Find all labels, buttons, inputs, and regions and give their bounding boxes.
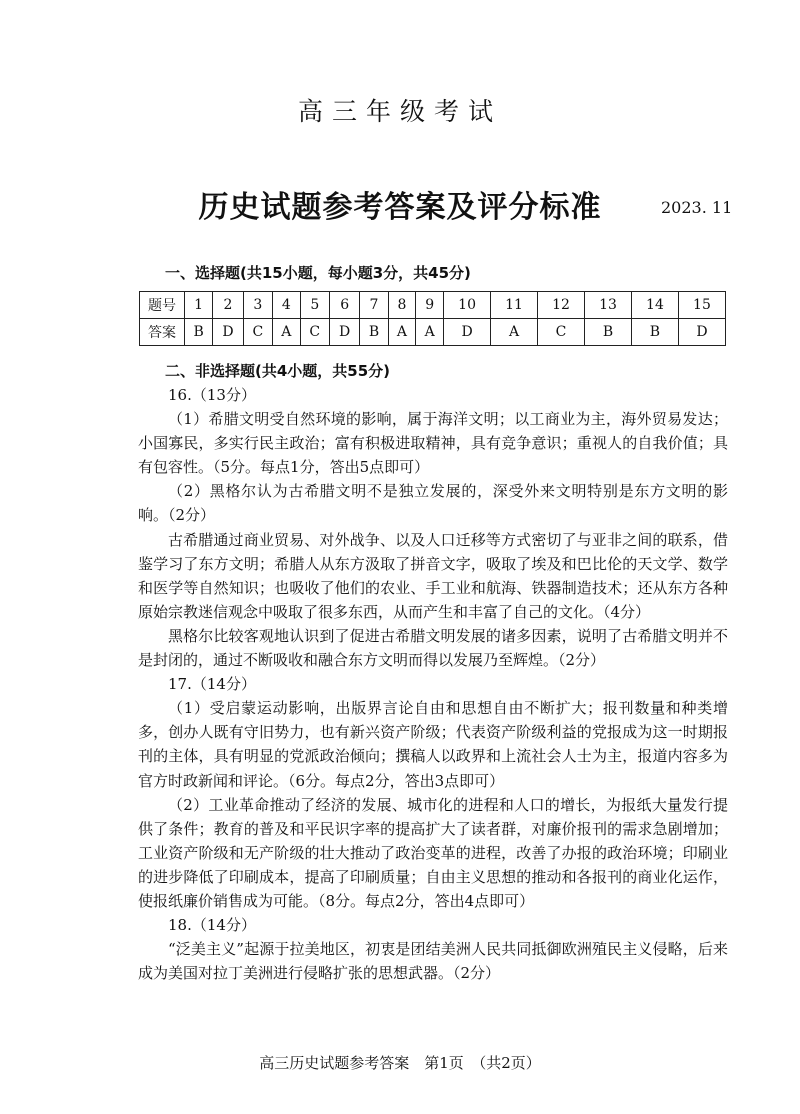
- answer-paragraph: 17.（14分）: [168, 675, 256, 694]
- answer-cell: D: [329, 319, 360, 346]
- document-title: 历史试题参考答案及评分标准: [198, 190, 602, 225]
- question-number-cell: 12: [538, 292, 585, 319]
- answer-paragraph: （2）黑格尔认为古希腊文明不是独立发展的，深受外来文明特别是东方文明的影响。（2分）: [138, 482, 728, 525]
- answer-paragraph: 黑格尔比较客观地认识到了促进古希腊文明发展的诸多因素，说明了古希腊文明并不是封闭的，通过不断吸收和融合东方文明而得以发展乃至辉煌。（2分）: [138, 626, 728, 670]
- question-number-cell: 4: [272, 292, 300, 319]
- answer-cell: B: [631, 319, 678, 346]
- answer-paragraph: （2）工业革命推动了经济的发展、城市化的进程和人口的增长，为报纸大量发行提供了条件；教育的普及和平民识字率的提高扩大了读者群，对廉价报刊的需求急剧增加；工业资产阶级和无产阶级的壮大推动了政治变革的进程，改善了办报的政治环境；印刷业的进步降低了印刷成本，提高了印刷质量；自由主义思想的推动和各报刊的商业化运作，使报纸廉价销售成为可能。（8分。每点2分，答出4点即可）: [138, 795, 728, 910]
- answer-table: [139, 291, 726, 346]
- answer-cell: C: [300, 319, 329, 346]
- exam-title: 高三年级考试: [297, 97, 502, 126]
- answer-cell: B: [185, 319, 213, 346]
- answer-cell: C: [243, 319, 272, 346]
- question-number-cell: 5: [300, 292, 329, 319]
- answer-cell: D: [444, 319, 491, 346]
- answer-cell: B: [360, 319, 388, 346]
- question-number-label: 题号: [140, 292, 185, 319]
- question-number-cell: 14: [631, 292, 678, 319]
- exam-date: 2023. 11: [661, 198, 733, 217]
- answer-label: 答案: [140, 319, 185, 346]
- question-number-cell: 1: [185, 292, 213, 319]
- answer-paragraph: （1）希腊文明受自然环境的影响，属于海洋文明；以工商业为主，海外贸易发达；小国寡民，多实行民主政治；富有积极进取精神，具有竞争意识；重视人的自我价值；具有包容性。（5分。每点1分，答出5点即可）: [138, 410, 728, 477]
- answer-paragraph: （1）受启蒙运动影响，出版界言论自由和思想自由不断扩大；报刊数量和种类增多，创办人既有守旧势力，也有新兴资产阶级；代表资产阶级利益的党报成为这一时期报刊的主体，具有明显的党派政治倾向；撰稿人以政界和上流社会人士为主，报道内容多为官方时政新闻和评论。（6分。每点2分，答出3点即可）: [138, 699, 728, 790]
- answer-paragraph: 16.（13分）: [168, 386, 256, 404]
- question-number-cell: 11: [491, 292, 538, 319]
- question-number-cell: 7: [360, 292, 388, 319]
- question-number-cell: 10: [444, 292, 491, 319]
- question-number-cell: 3: [243, 292, 272, 319]
- answer-cell: D: [213, 319, 244, 346]
- answer-cell: D: [678, 319, 725, 346]
- answer-cell: C: [538, 319, 585, 346]
- answer-cell: B: [585, 319, 632, 346]
- question-number-cell: 15: [678, 292, 725, 319]
- answer-cell: A: [272, 319, 300, 346]
- answer-paragraph: “泛美主义”起源于拉美地区，初衷是团结美洲人民共同抵御欧洲殖民主义侵略，后来成为美国对拉丁美洲进行侵略扩张的思想武器。（2分）: [138, 940, 728, 983]
- section2-heading: 二、非选择题(共4小题，共55分): [165, 362, 391, 380]
- answer-paragraph: 古希腊通过商业贸易、对外战争、以及人口迁移等方式密切了与亚非之间的联系，借鉴学习了东方文明；希腊人从东方汲取了拼音文字，吸取了埃及和巴比伦的天文学、数学和医学等自然知识；也吸收了他们的农业、手工业和航海、铁器制造技术；还从东方各种原始宗教迷信观念中吸取了很多东西，从而产生和丰富了自己的文化。（4分）: [138, 530, 728, 621]
- answer-content: [138, 383, 728, 985]
- answer-paragraph: 18.（14分）: [168, 916, 256, 935]
- question-number-row: [140, 292, 726, 319]
- answer-row: [140, 319, 726, 346]
- answer-cell: A: [491, 319, 538, 346]
- question-number-cell: 8: [388, 292, 416, 319]
- question-number-cell: 9: [416, 292, 444, 319]
- question-number-cell: 6: [329, 292, 360, 319]
- answer-cell: A: [416, 319, 444, 346]
- section1-heading: 一、选择题(共15小题，每小题3分，共45分): [165, 264, 471, 282]
- answer-cell: A: [388, 319, 416, 346]
- question-number-cell: 2: [213, 292, 244, 319]
- question-number-cell: 13: [585, 292, 632, 319]
- page-footer: 高三历史试题参考答案 第1页 （共2页）: [259, 1054, 541, 1072]
